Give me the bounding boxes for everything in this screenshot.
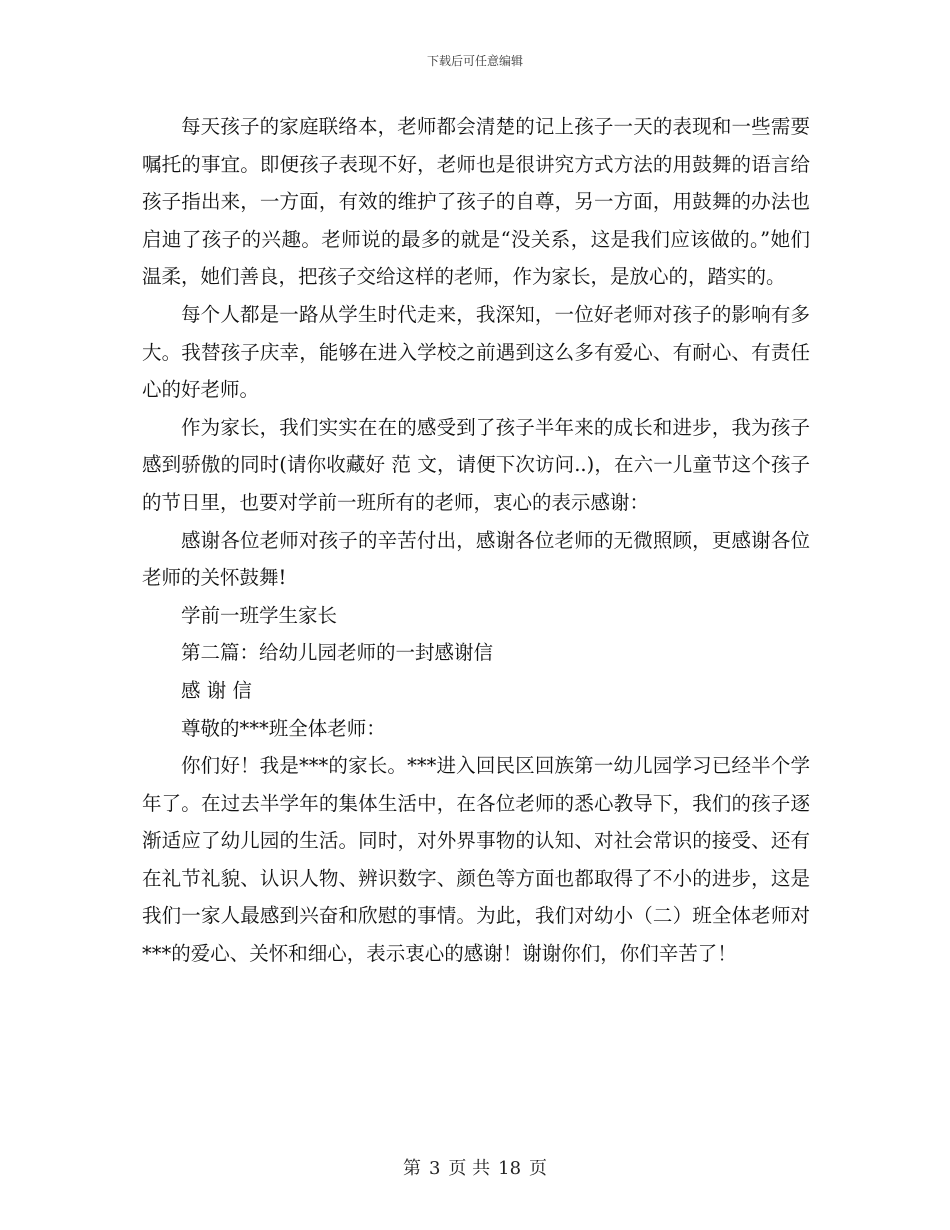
footer-suffix: 页: [529, 1158, 548, 1179]
paragraph-4: 感谢各位老师对孩子的辛苦付出，感谢各位老师的无微照顾，更感谢各位老师的关怀鼓舞!: [142, 528, 810, 590]
section-heading: 第二篇：给幼儿园老师的一封感谢信: [181, 641, 494, 665]
document-body: [142, 108, 810, 973]
paragraph-3: 作为家长，我们实实在在的感受到了孩子半年来的成长和进步，我为孩子感到骄傲的同时(请你收藏好 范 文，请便下次访问..)，在六一儿童节这个孩子的节日里，也要对学前一班所有的老师，衷心的表示感谢：: [142, 415, 810, 514]
header-note: 下载后可任意编辑: [426, 54, 523, 68]
paragraph-1: 每天孩子的家庭联络本，老师都会清楚的记上孩子一天的表现和一些需要嘱托的事宜。即便孩子表现不好，老师也是很讲究方式方法的用鼓舞的语言给孩子指出来，一方面，有效的维护了孩子的自尊，另一方面，用鼓舞的办法也启迪了孩子的兴趣。老师说的最多的就是“没关系，这是我们应该做的。”她们温柔，她们善良，把孩子交给这样的老师，作为家长，是放心的，踏实的。: [142, 115, 810, 289]
footer-prefix: 第: [402, 1158, 421, 1179]
footer-current-page: 3: [428, 1158, 441, 1179]
signature-line: 学前一班学生家长: [181, 603, 338, 627]
letter-title: 感 谢 信: [181, 678, 252, 702]
letter-salutation: 尊敬的***班全体老师：: [181, 716, 386, 740]
footer-mid: 页 共: [448, 1158, 491, 1179]
letter-body: 你们好！我是***的家长。***进入回民区回族第一幼儿园学习已经半个学年了。在过去半学年的集体生活中，在各位老师的悉心教导下，我们的孩子逐渐适应了幼儿园的生活。同时，对外界事物的认知、对社会常识的接受、还有在礼节礼貌、认识人物、辨识数字、颜色等方面也都取得了不小的进步，这是我们一家人最感到兴奋和欣慰的事情。为此，我们对幼小（二）班全体老师对***的爱心、关怀和细心，表示衷心的感谢！谢谢你们，你们辛苦了！: [142, 754, 810, 966]
page-footer: [0, 1154, 950, 1180]
footer-total-pages: 18: [498, 1158, 522, 1179]
paragraph-2: 每个人都是一路从学生时代走来，我深知，一位好老师对孩子的影响有多大。我替孩子庆幸，能够在进入学校之前遇到这么多有爱心、有耐心、有责任心的好老师。: [142, 302, 810, 402]
